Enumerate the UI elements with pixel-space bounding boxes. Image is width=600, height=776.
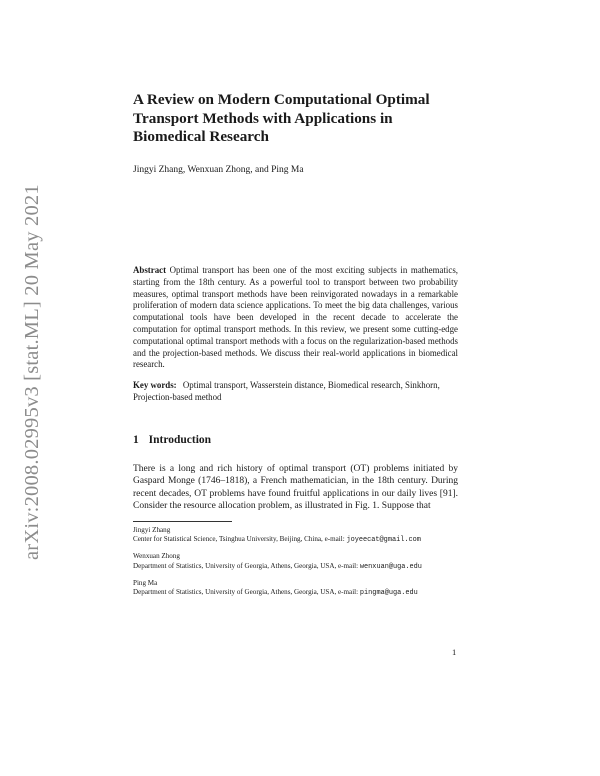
- paper-title: A Review on Modern Computational Optimal Transport Methods with Applications in Biomedical Research: [133, 91, 430, 145]
- email-link[interactable]: joyeecat@gmail.com: [346, 536, 421, 545]
- abstract-label: Abstract: [133, 265, 167, 275]
- section-number: 1: [133, 434, 139, 446]
- footnote-author: [133, 579, 458, 599]
- footnote-author-affiliation: Center for Statistical Science, Tsinghua University, Beijing, China, e-mail: joyeecat@gmail.com: [133, 535, 421, 545]
- footnote-author-name: Ping Ma: [133, 578, 158, 587]
- email-link[interactable]: wenxuan@uga.edu: [359, 562, 422, 571]
- footnote-author-affiliation: Department of Statistics, University of Georgia, Athens, Georgia, USA, e-mail: pingma@uga.edu: [133, 588, 418, 598]
- footnote-rule: [133, 521, 232, 522]
- section-title: Introduction: [148, 434, 212, 446]
- keywords-text: Optimal transport, Wasserstein distance, Biomedical research, Sinkhorn, Projection-based method: [133, 380, 440, 402]
- page-number: 1: [452, 647, 457, 657]
- footnote-author: [133, 552, 458, 572]
- footnote-author-name: Wenxuan Zhong: [133, 552, 180, 561]
- abstract-text: Optimal transport has been one of the most exciting subjects in mathematics, starting from the 18th century. As a powerful tool to transport between two probability measures, optimal transport methods have been reinvigorated nowadays in a remarkable proliferation of modern data science applications. To meet the big data challenges, various computational tools have been developed in the recent decade to accelerate the computation for optimal transport methods. In this review, we present some cutting-edge computational optimal transport methods with a focus on the regularization-based methods and the projection-based methods. We discuss their real-world applications in biomedical research.: [133, 265, 458, 370]
- arxiv-identifier: arXiv:2008.02995v3 [stat.ML] 20 May 2021: [21, 184, 43, 560]
- author-list: Jingyi Zhang, Wenxuan Zhong, and Ping Ma: [133, 165, 304, 175]
- footnote-author-name: Jingyi Zhang: [133, 526, 171, 534]
- keywords-label: Key words:: [133, 380, 177, 390]
- abstract: [133, 265, 458, 371]
- footnote-author-affiliation: Department of Statistics, University of Georgia, Athens, Georgia, USA, e-mail: wenxuan@uga.edu: [133, 561, 422, 571]
- footnote-author: [133, 526, 458, 546]
- keywords: [133, 380, 458, 404]
- email-link[interactable]: pingma@uga.edu: [359, 589, 418, 598]
- footnotes: [133, 526, 458, 605]
- section-heading: [133, 434, 211, 446]
- introduction-paragraph: There is a long and rich history of optimal transport (OT) problems initiated by Gaspard Monge (1746–1818), a French mathematician, in the 18th century. During recent decades, OT problems have found fruitful applications in our daily lives [91]. Consider the resource allocation problem, as illustrated in Fig. 1. Suppose that: [133, 464, 458, 511]
